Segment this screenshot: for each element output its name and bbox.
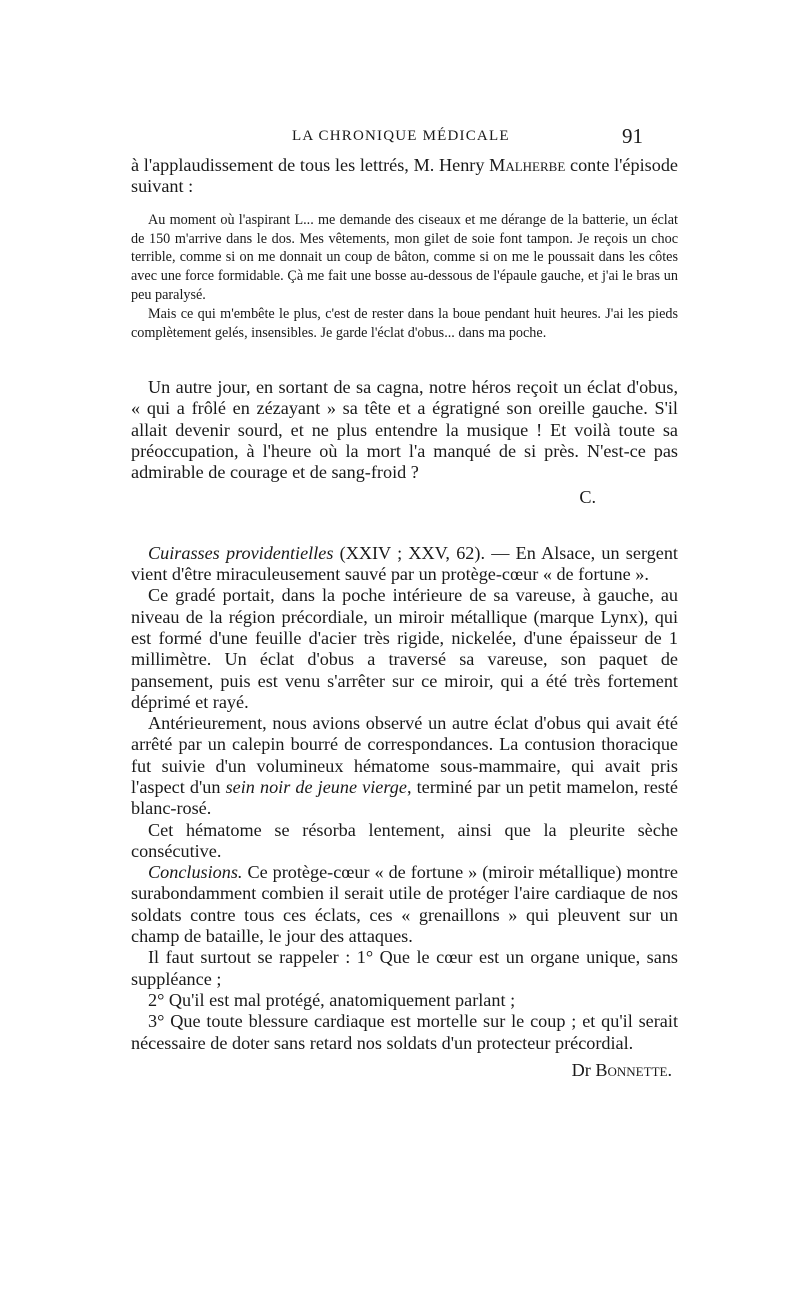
conclusions-label: Conclusions. xyxy=(148,862,243,883)
article-paragraph-2-post: , terminé par un petit mamelon, resté blanc-rosé. xyxy=(131,776,679,819)
article-paragraph-6: 2° Qu'il est mal protégé, anatomiquement parlant ; xyxy=(148,989,516,1010)
quote-paragraph-1: Au moment où l'aspirant L... me demande des ciseaux et me dérange de la batterie, un éclat de 150 m'arrive dans le dos. Mes vêtements, mon gilet de soie font tampon. Je reçois un choc terrible, comme si on me donnait un coup de bâton, comme si on me le poussait dans les côtes avec une force formidable. Çà me fait une bosse au-dessous de l'épaule gauche, et j'ai le bras un peu paralysé. xyxy=(131,211,678,304)
author-signature xyxy=(131,1060,678,1081)
conclusions-text: Ce protège-cœur « de fortune » (miroir métallique) montre surabondamment combien il serait utile de protéger l'aire cardiaque de nos soldats contre tous ces éclats, ces « grenaillons » qui pleuvent sur un champ de bataille, le jour des attaques. xyxy=(131,862,678,947)
article-title: Cuirasses providentielles xyxy=(148,542,334,563)
article-intro-paragraph xyxy=(131,543,678,586)
intro-text-post: conte l'épisode suivant : xyxy=(131,155,678,197)
article-paragraph-2-italic: sein noir de jeune vierge xyxy=(225,776,407,797)
running-header xyxy=(0,124,800,150)
story-signature: C. xyxy=(579,487,596,508)
author-title: Dr xyxy=(571,1059,591,1080)
article-paragraph-7: 3° Que toute blessure cardiaque est mortelle sur le coup ; et qu'il serait nécessaire de doter sans retard nos soldats d'un protecteur précordial. xyxy=(131,1011,678,1053)
story-paragraph: Un autre jour, en sortant de sa cagna, notre héros reçoit un éclat d'obus, « qui a frôlé en zézayant » sa tête et a égratigné son oreille gauche. S'il allait devenir sourd, et ne plus entendre la musique ! Et voilà toute sa préoccupation, à l'heure où la mort l'a manqué de si près. N'est-ce pas admirable de courage et de sang-froid ? xyxy=(131,376,678,483)
article-paragraph-2-pre: Antérieurement, nous avions observé un autre éclat d'obus qui avait été arrêté par un calepin bourré de correspondances. La contusion thoracique fut suivie d'un volumineux hématome sous-mammaire, qui avait pris l'aspect d'un xyxy=(131,713,678,797)
page-body xyxy=(131,155,678,1081)
author-name-bonnette: Bonnette. xyxy=(595,1059,672,1080)
article-paragraph-1: Ce gradé portait, dans la poche intérieure de sa vareuse, à gauche, au niveau de la région précordiale, un miroir métallique (marque Lynx), qui est formé d'une feuille d'acier très rigide, nickelée, d'une épaisseur de 1 millimètre. Un éclat d'obus a traversé sa vareuse, son paquet de pansement, puis est venu s'arrêter sur ce miroir, qui a été très fortement déprimé et rayé. xyxy=(131,585,678,712)
intro-paragraph xyxy=(131,155,678,198)
conclusions-paragraph xyxy=(131,862,678,947)
article-paragraph-5: Il faut surtout se rappeler : 1° Que le cœur est un organe unique, sans suppléance ; xyxy=(131,947,678,989)
author-name-malherbe: Malherbe xyxy=(489,155,566,175)
quote-paragraph-2: Mais ce qui m'embête le plus, c'est de rester dans la boue pendant huit heures. J'ai les pieds complètement gelés, insensibles. Je garde l'éclat d'obus... dans ma poche. xyxy=(131,306,678,342)
page-number: 91 xyxy=(622,124,643,148)
running-title: LA CHRONIQUE MÉDICALE xyxy=(292,128,510,144)
article-paragraph-2 xyxy=(131,713,678,819)
article-reference: (XXIV ; XXV, 62). — En Alsace, un sergent vient d'être miraculeusement sauvé par un protège-cœur « de fortune ». xyxy=(131,542,678,585)
article-paragraph-3: Cet hématome se résorba lentement, ainsi que la pleurite sèche consécutive. xyxy=(131,819,678,861)
intro-text-pre: à l'applaudissement de tous les lettrés, M. Henry xyxy=(131,155,490,175)
